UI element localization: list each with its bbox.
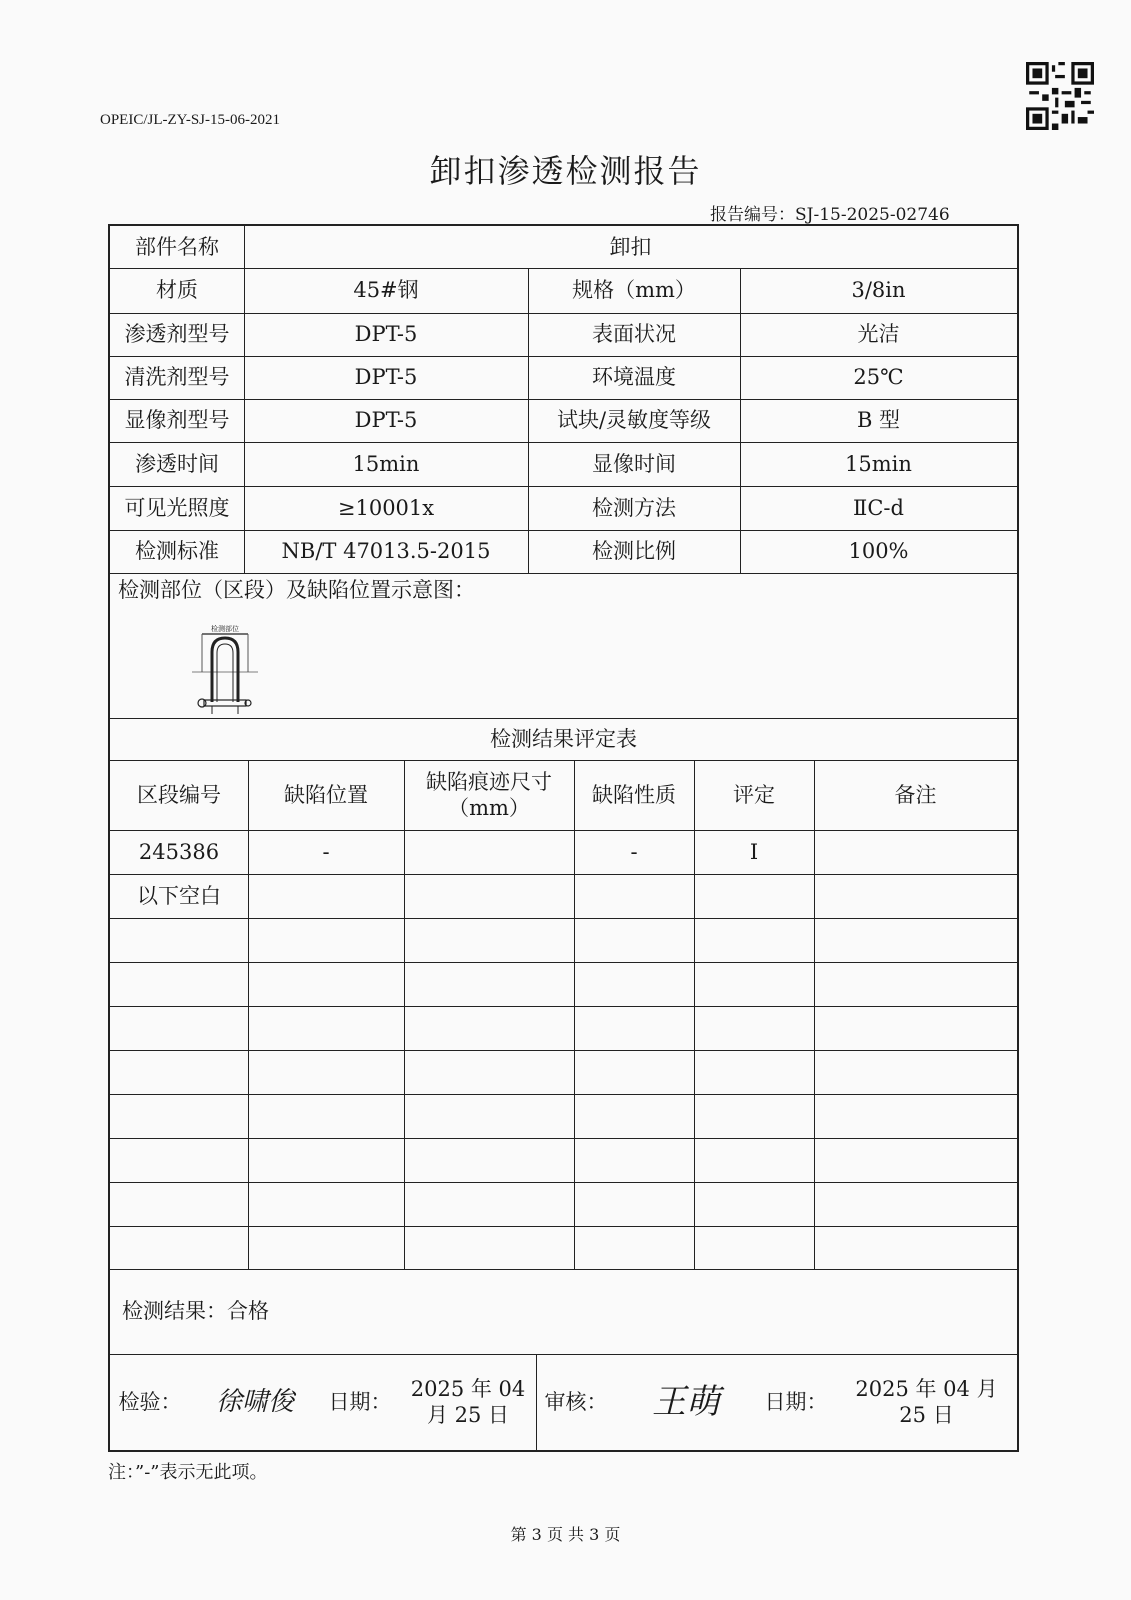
part-name-label: 部件名称 — [135, 234, 219, 259]
report-title: 卸扣渗透检测报告 — [429, 152, 702, 190]
info-label: 显像时间 — [592, 451, 676, 476]
info-label: 试块/灵敏度等级 — [556, 408, 712, 433]
results-table-title: 检测结果评定表 — [490, 726, 637, 751]
results-header: 评定 — [733, 782, 775, 807]
diagram-section-label: 检测部位（区段）及缺陷位置示意图： — [118, 577, 475, 602]
table-cell: 245386 — [138, 839, 220, 864]
table-cell: - — [630, 839, 638, 864]
info-label: 检测方法 — [592, 495, 676, 520]
info-value: 100% — [848, 539, 909, 564]
inspector-signature: 徐啸俊 — [215, 1386, 294, 1417]
info-label: 可见光照度 — [124, 495, 230, 520]
form-code: OPEIC/JL-ZY-SJ-15-06-2021 — [100, 112, 280, 128]
date-label: 日期： — [764, 1389, 828, 1414]
inspector-label: 检验： — [118, 1389, 182, 1414]
conclusion-label: 检测结果： — [122, 1299, 227, 1324]
info-value: 3/8in — [851, 278, 906, 303]
info-value: 45#钢 — [353, 278, 419, 303]
info-label: 清洗剂型号 — [124, 365, 230, 390]
info-label: 表面状况 — [592, 322, 676, 347]
table-cell: 以下空白 — [137, 883, 221, 908]
table-cell: I — [749, 839, 759, 864]
reviewer-signature: 王萌 — [652, 1381, 720, 1422]
info-label: 规格（mm） — [572, 278, 696, 303]
info-value: 光洁 — [857, 322, 900, 347]
part-name-value: 卸扣 — [609, 234, 652, 259]
diagram-label: 检测部位 — [211, 625, 239, 633]
info-label: 渗透剂型号 — [124, 322, 230, 347]
table-cell: - — [322, 839, 330, 864]
info-label: 环境温度 — [592, 365, 676, 390]
date-label: 日期： — [328, 1389, 392, 1414]
report-number-label: 报告编号： — [710, 205, 795, 225]
shackle-diagram — [190, 622, 260, 718]
report-number — [710, 200, 950, 225]
info-value: 15min — [845, 451, 912, 476]
inspector-date: 2025 年 04 月 25 日 — [410, 1376, 526, 1427]
results-header: 缺陷性质 — [592, 782, 676, 807]
info-label: 材质 — [156, 278, 198, 303]
info-label: 显像剂型号 — [124, 408, 230, 433]
qr-code-icon — [1026, 62, 1094, 130]
footnote: 注：”-”表示无此项。 — [108, 1462, 268, 1483]
info-value: B 型 — [856, 408, 901, 433]
results-header: 区段编号 — [137, 782, 221, 807]
info-value: ≥10001x — [337, 495, 435, 520]
info-value: DPT-5 — [354, 322, 418, 347]
conclusion — [110, 1269, 722, 1354]
table-cell — [404, 830, 574, 874]
info-value: ⅡC-d — [853, 495, 904, 520]
results-header: 缺陷痕迹尺寸（mm） — [426, 769, 552, 820]
info-value: 15min — [352, 451, 420, 476]
info-value: 25℃ — [853, 365, 904, 390]
info-label: 渗透时间 — [135, 451, 219, 476]
reviewer-date: 2025 年 04 月 25 日 — [855, 1376, 998, 1427]
results-header: 缺陷位置 — [284, 782, 368, 807]
info-label: 检测标准 — [135, 539, 219, 564]
info-label: 检测比例 — [592, 539, 676, 564]
reviewer-label: 审核： — [544, 1389, 608, 1414]
report-sheet — [108, 224, 1019, 1452]
conclusion-value: 合格 — [227, 1299, 269, 1324]
report-number-value: SJ-15-2025-02746 — [795, 205, 950, 225]
page-number: 第 3 页 共 3 页 — [510, 1525, 621, 1544]
results-header: 备注 — [894, 782, 937, 807]
info-value: DPT-5 — [354, 365, 418, 390]
info-value: DPT-5 — [354, 408, 418, 433]
table-cell — [814, 830, 1017, 874]
info-value: NB/T 47013.5-2015 — [281, 539, 491, 564]
